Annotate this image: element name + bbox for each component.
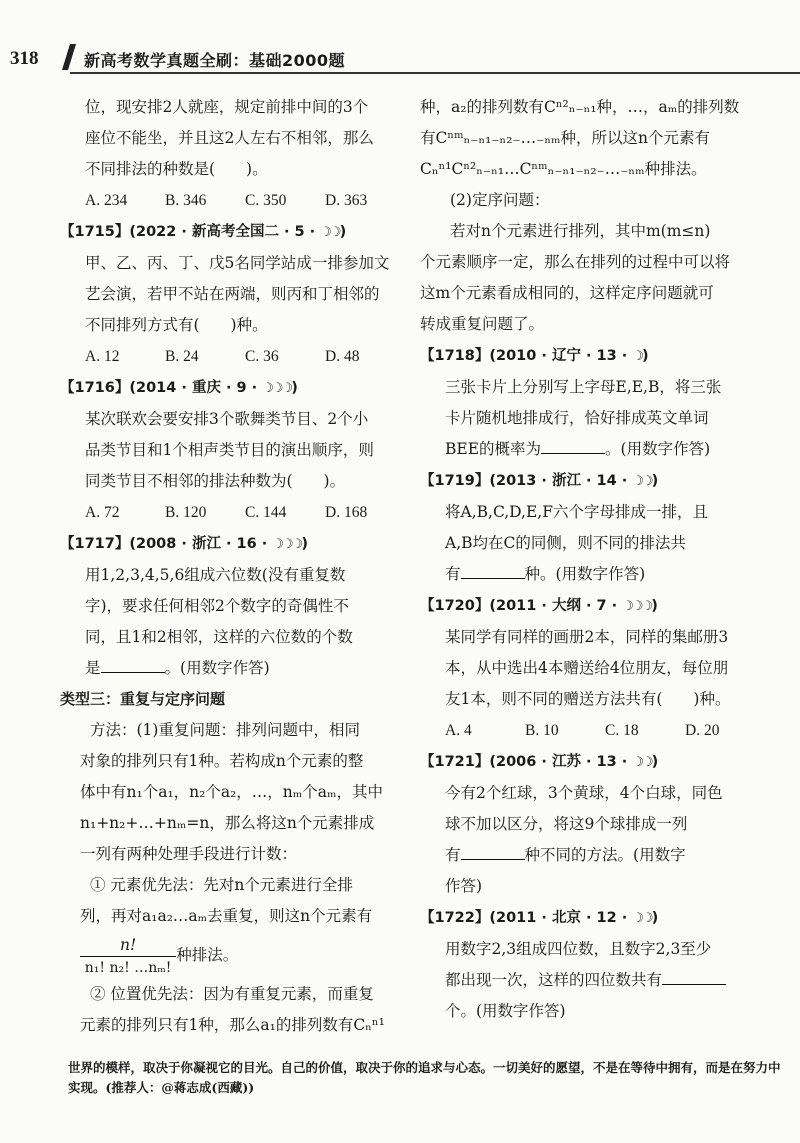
header-rule (70, 72, 800, 74)
problem-header-1720: 【1720】(2011 · 大纲 · 7 · ☽☽☽) (420, 598, 658, 614)
difficulty-moon-icon: ☽☽ (632, 474, 652, 489)
options (60, 497, 405, 528)
text-line: 今有2个红球，3个黄球，4个白球，同色 (445, 784, 723, 802)
text-line: 同，且1和2相邻，这样的六位数的个数 (85, 628, 353, 646)
left-column (60, 92, 405, 1041)
text-line: 艺会演，若甲不站在两端，则丙和丁相邻的 (85, 285, 380, 303)
text-line: 同类节目不相邻的排法种数为( )。 (85, 472, 346, 490)
option-c: C. 36 (245, 348, 279, 365)
text-line: BEE的概率为 。(用数字作答) (445, 440, 711, 458)
difficulty-moon-icon: ☽☽ (632, 755, 652, 770)
option-c: C. 350 (245, 192, 287, 209)
text-line: ① 元素优先法：先对n个元素进行全排 (90, 876, 353, 894)
text-line: 是 。(用数字作答) (85, 659, 270, 677)
text-line: 不同排列方式有( )种。 (85, 316, 268, 334)
text-line: 体中有n₁个a₁，n₂个a₂，…，nₘ个aₘ，其中 (80, 783, 384, 801)
answer-blank (662, 984, 726, 985)
text-line: 转成重复问题了。 (420, 315, 545, 333)
difficulty-moon-icon: ☽☽ (632, 911, 652, 926)
book-title: 新高考数学真题全刷：基础2000题 (84, 51, 346, 70)
text-line: 种，a₂的排列数有Cⁿ²ₙ₋ₙ₁种，…，aₘ的排列数 (420, 98, 740, 116)
text-line: Cₙⁿ¹Cⁿ²ₙ₋ₙ₁…Cⁿᵐₙ₋ₙ₁₋ₙ₂₋…₋ₙₘ种排法。 (420, 160, 707, 178)
option-d: D. 48 (325, 348, 360, 365)
text-line: 列，再对a₁a₂…aₘ去重复，则这n个元素有 (80, 907, 373, 925)
answer-blank (461, 859, 525, 860)
text-line: 友1本，则不同的赠送方法共有( )种。 (445, 690, 731, 708)
option-c: C. 144 (245, 504, 287, 521)
text-line: 作答) (445, 877, 483, 895)
fraction-line: $\frac{n!}{\text{n₁! n₂! …nₘ!}}$ 种排法。 (60, 932, 405, 979)
text-line: n₁+n₂+…+nₘ=n，那么将这n个元素排成 (80, 814, 375, 832)
text-line: 本，从中选出4本赠送给4位朋友，每位朋 (445, 659, 729, 677)
difficulty-moon-icon: ☽☽☽ (622, 599, 652, 614)
option-a: A. 4 (445, 722, 472, 739)
problem-header-1718: 【1718】(2010 · 辽宁 · 13 · ☽) (420, 348, 649, 364)
text-line: 方法：(1)重复问题：排列问题中，相同 (90, 721, 360, 739)
text-line: 都出现一次，这样的四位数共有 (420, 965, 795, 996)
text-line: 有 种不同的方法。(用数字 (445, 846, 686, 864)
header-slash-icon (62, 44, 76, 70)
difficulty-moon-icon: ☽☽ (320, 225, 340, 240)
answer-blank (101, 672, 165, 673)
option-a: A. 234 (85, 192, 128, 209)
text-line: ② 位置优先法：因为有重复元素，而重复 (90, 984, 374, 1003)
difficulty-moon-icon: ☽☽☽ (262, 381, 292, 396)
text-line: 某次联欢会要安排3个歌舞类节目、2个小 (85, 410, 369, 428)
option-d: D. 168 (325, 504, 368, 521)
option-a: A. 72 (85, 504, 120, 521)
option-b: B. 120 (165, 504, 207, 521)
option-a: A. 12 (85, 348, 120, 365)
answer-blank (461, 578, 525, 579)
problem-header-1721: 【1721】(2006 · 江苏 · 13 · ☽☽) (420, 754, 659, 770)
text-line: A,B均在C的同侧，则不同的排法共 (445, 534, 686, 552)
text-line: 座位不能坐，并且这2人左右不相邻，那么 (85, 129, 374, 147)
text-line: 一列有两种处理手段进行计数： (80, 845, 298, 863)
text-line: 将A,B,C,D,E,F六个字母排成一排，且 (445, 503, 708, 521)
text-line: 元素的排列只有1种，那么a₁的排列数有Cₙⁿ¹ (80, 1015, 385, 1034)
options (60, 341, 405, 372)
problem-header-1715: 【1715】(2022 · 新高考全国二 · 5 · ☽☽) (60, 224, 347, 240)
text-line: 有 种。(用数字作答) (445, 565, 646, 583)
text-line: 若对n个元素进行排列，其中m(m≤n) (450, 222, 711, 240)
option-b: B. 10 (525, 722, 559, 739)
problem-header-1722: 【1722】(2011 · 北京 · 12 · ☽☽) (420, 910, 659, 926)
text-line: 个元素顺序一定，那么在排列的过程中可以将 (420, 253, 731, 271)
option-d: D. 20 (685, 722, 720, 739)
text-line: 字)，要求任何相邻2个数字的奇偶性不 (85, 597, 349, 615)
text-line: 对象的排列只有1种。若构成n个元素的整 (80, 752, 364, 770)
text-line: 这m个元素看成相同的，这样定序问题就可 (420, 284, 714, 302)
text-line: 有Cⁿᵐₙ₋ₙ₁₋ₙ₂₋…₋ₙₘ种，所以这n个元素有 (420, 129, 711, 147)
text-line: 甲、乙、丙、丁、戊5名同学站成一排参加文 (85, 254, 390, 272)
option-b: B. 346 (165, 192, 207, 209)
subheading: (2)定序问题： (450, 191, 550, 209)
option-b: B. 24 (165, 348, 199, 365)
text-line: 某同学有同样的画册2本，同样的集邮册3 (445, 628, 729, 646)
options (60, 185, 405, 216)
page-number: 318 (10, 48, 39, 69)
difficulty-moon-icon: ☽ (632, 349, 642, 364)
footer-quote: 世界的模样，取决于你凝视它的目光。自己的价值，取决于你的追求与心态。一切美好的愿望，不是在等待中拥有，而是在努力中实现。(推荐人：@蒋志成(西藏)) (68, 1060, 781, 1095)
text-line: 卡片随机地排成行，恰好排成英文单词 (445, 409, 709, 427)
problem-header-1716: 【1716】(2014 · 重庆 · 9 · ☽☽☽) (60, 380, 298, 396)
text-line: 用数字2,3组成四位数，且数字2,3至少 (445, 940, 712, 958)
problem-header-1717: 【1717】(2008 · 浙江 · 16 · ☽☽☽) (60, 536, 308, 552)
text-line: 用1,2,3,4,5,6组成六位数(没有重复数 (85, 566, 346, 584)
text-line: 个。(用数字作答) (445, 1002, 566, 1020)
difficulty-moon-icon: ☽☽☽ (272, 537, 302, 552)
option-c: C. 18 (605, 722, 639, 739)
option-d: D. 363 (325, 192, 368, 209)
fraction: $\frac{n!}{\text{n₁! n₂! …nₘ!}}$ (80, 934, 176, 979)
text-line: 不同排法的种数是( )。 (85, 160, 268, 178)
section-title: 类型三：重复与定序问题 (60, 690, 226, 708)
text-line: 品类节目和1个相声类节目的演出顺序，则 (85, 441, 374, 459)
text-line: 位，现安排2人就座，规定前排中间的3个 (85, 98, 369, 116)
answer-blank (541, 453, 605, 454)
text-line: 球不加以区分，将这9个球排成一列 (445, 815, 688, 833)
right-column (420, 92, 795, 1027)
text-line: 三张卡片上分别写上字母E,E,B，将三张 (445, 378, 722, 396)
options (420, 715, 795, 746)
problem-header-1719: 【1719】(2013 · 浙江 · 14 · ☽☽) (420, 473, 659, 489)
